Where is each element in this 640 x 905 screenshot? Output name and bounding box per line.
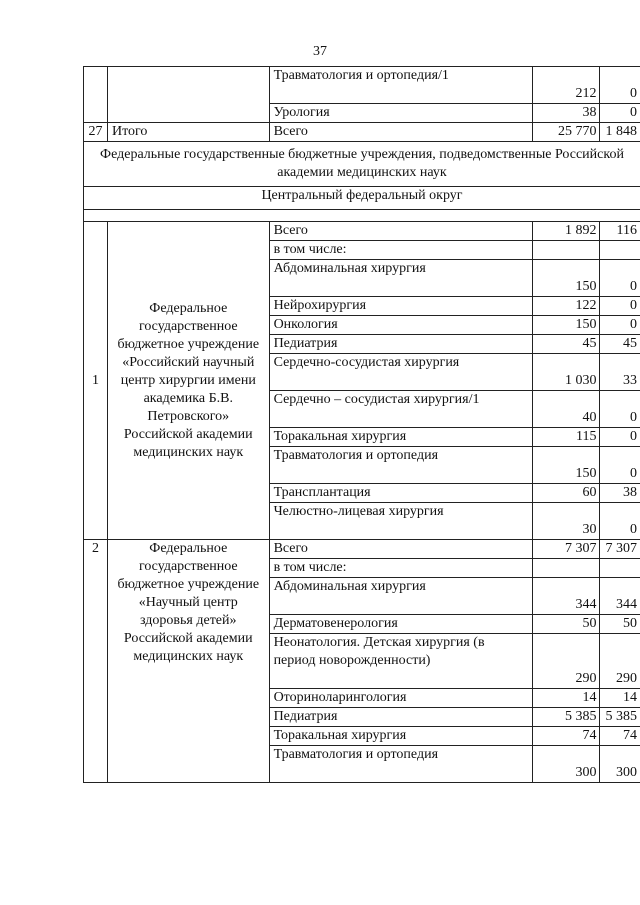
value-cell: 1 030 (532, 354, 600, 391)
row-number-cell: 2 (84, 540, 108, 783)
profile-cell: Нейрохирургия (269, 297, 532, 316)
value-cell: 344 (600, 578, 640, 615)
value-cell: 1 848 (600, 123, 640, 142)
table-row (84, 67, 640, 104)
value-cell (532, 559, 600, 578)
profile-cell: Абдоминальная хирургия (269, 578, 532, 615)
value-cell (600, 241, 640, 260)
org-name-cell: Федеральное государственное бюджетное учреждение «Российский научный центр хирургии имени академика Б.В. Петровского» Российской академии медицинских наук (107, 222, 269, 540)
page-number: 37 (313, 44, 327, 59)
value-cell (532, 241, 600, 260)
value-cell: 0 (600, 260, 640, 297)
spacer-row (84, 210, 640, 222)
value-cell: 60 (532, 484, 600, 503)
org-cell (107, 67, 269, 123)
value-cell: 14 (532, 689, 600, 708)
value-cell: 5 385 (600, 708, 640, 727)
profile-cell: в том числе: (269, 559, 532, 578)
profile-cell: Травматология и ортопедия (269, 447, 532, 484)
table-row (84, 540, 640, 559)
table-row (84, 123, 640, 142)
value-cell: 122 (532, 297, 600, 316)
profile-cell: Абдоминальная хирургия (269, 260, 532, 297)
value-cell: 300 (532, 746, 600, 783)
profile-cell: Сердечно-сосудистая хирургия (269, 354, 532, 391)
value-cell: 0 (600, 297, 640, 316)
value-cell: 5 385 (532, 708, 600, 727)
value-cell: 45 (600, 335, 640, 354)
value-cell: 150 (532, 447, 600, 484)
row-number-cell: 27 (84, 123, 108, 142)
value-cell: 38 (600, 484, 640, 503)
org-name-cell: Федеральное государственное бюджетное учреждение «Научный центр здоровья детей» Российской академии медицинских наук (107, 540, 269, 783)
profile-cell: Торакальная хирургия (269, 428, 532, 447)
value-cell: 0 (600, 104, 640, 123)
value-cell: 290 (532, 634, 600, 689)
value-cell (600, 559, 640, 578)
value-cell: 74 (600, 727, 640, 746)
value-cell: 212 (532, 67, 600, 104)
quota-table (83, 66, 640, 783)
profile-cell: Оториноларингология (269, 689, 532, 708)
value-cell: 30 (532, 503, 600, 540)
profile-cell: Педиатрия (269, 708, 532, 727)
profile-cell: Всего (269, 222, 532, 241)
profile-cell: в том числе: (269, 241, 532, 260)
value-cell: 0 (600, 316, 640, 335)
row-number-cell: 1 (84, 222, 108, 540)
profile-cell: Урология (269, 104, 532, 123)
value-cell: 25 770 (532, 123, 600, 142)
profile-cell: Всего (269, 540, 532, 559)
value-cell: 50 (600, 615, 640, 634)
profile-cell: Всего (269, 123, 532, 142)
value-cell: 344 (532, 578, 600, 615)
value-cell: 150 (532, 260, 600, 297)
profile-cell: Педиатрия (269, 335, 532, 354)
value-cell: 7 307 (532, 540, 600, 559)
value-cell: 300 (600, 746, 640, 783)
value-cell: 0 (600, 428, 640, 447)
row-number-cell (84, 67, 108, 123)
value-cell: 33 (600, 354, 640, 391)
value-cell: 150 (532, 316, 600, 335)
district-title: Центральный федеральный округ (84, 187, 640, 210)
value-cell: 7 307 (600, 540, 640, 559)
value-cell: 0 (600, 503, 640, 540)
profile-cell: Онкология (269, 316, 532, 335)
profile-cell: Дерматовенерология (269, 615, 532, 634)
org-cell: Итого (107, 123, 269, 142)
profile-cell: Торакальная хирургия (269, 727, 532, 746)
value-cell: 116 (600, 222, 640, 241)
value-cell: 45 (532, 335, 600, 354)
profile-cell: Челюстно-лицевая хирургия (269, 503, 532, 540)
profile-cell: Трансплантация (269, 484, 532, 503)
value-cell: 0 (600, 447, 640, 484)
value-cell: 40 (532, 391, 600, 428)
profile-cell: Травматология и ортопедия/1 (269, 67, 532, 104)
table-row (84, 222, 640, 241)
value-cell: 290 (600, 634, 640, 689)
value-cell: 1 892 (532, 222, 600, 241)
value-cell: 74 (532, 727, 600, 746)
value-cell: 115 (532, 428, 600, 447)
profile-cell: Неонатология. Детская хирургия (в период новорожденности) (269, 634, 532, 689)
value-cell: 0 (600, 67, 640, 104)
section-header-row (84, 142, 640, 187)
value-cell: 0 (600, 391, 640, 428)
profile-cell: Травматология и ортопедия (269, 746, 532, 783)
profile-cell: Сердечно – сосудистая хирургия/1 (269, 391, 532, 428)
section-title: Федеральные государственные бюджетные учреждения, подведомственные Российской академии медицинских наук (84, 142, 640, 187)
value-cell: 50 (532, 615, 600, 634)
value-cell: 38 (532, 104, 600, 123)
district-row (84, 187, 640, 210)
value-cell: 14 (600, 689, 640, 708)
